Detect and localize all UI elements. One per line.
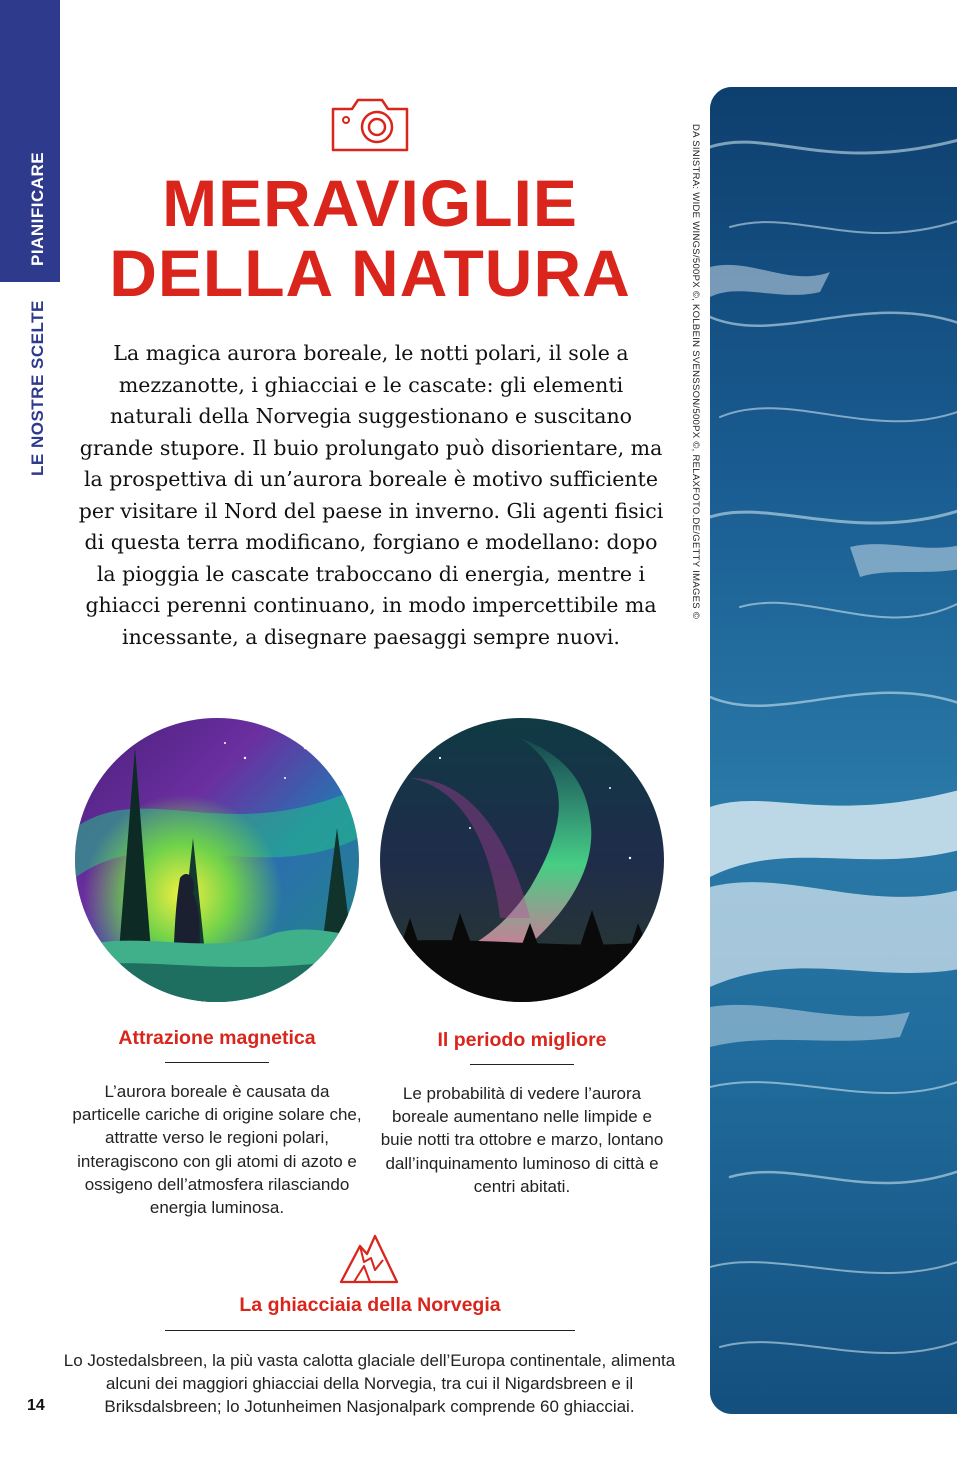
feature-heading-glacier: La ghiacciaia della Norvegia xyxy=(239,1294,501,1316)
intro-paragraph: La magica aurora boreale, le notti polari, il sole a mezzanotte, i ghiacciai e le cascate: gli elementi naturali della Norvegia suggestionano e suscitano grande stupore. Il buio prolungato può disorientare, ma la prospettiva di un’aurora boreale è motivo sufficiente per visitare il Nord del paese in inverno. Gli agenti fisici di questa terra modificano, forgiano e modellano: dopo la pioggia le cascate traboccano di energia, mentre i ghiacci perenni continuano, in modo impercettibile ma incessante, a disegnare paesaggi sempre nuovi. xyxy=(78,341,664,649)
aurora-sky-photo xyxy=(380,718,664,1002)
sidebar-section-label: PIANIFICARE xyxy=(28,151,47,266)
feature-text-magnetic: L’aurora boreale è causata da particelle cariche di origine solare che, attratte verso le regioni polari, interagiscono con gli atomi di azoto e ossigeno dell’atmosfera rilasciando energia luminosa. xyxy=(72,1082,362,1218)
glacier-icon xyxy=(338,1232,400,1286)
divider xyxy=(165,1062,269,1063)
feature-heading-best-period: Il periodo migliore xyxy=(437,1029,607,1051)
aurora-forest-photo xyxy=(75,718,359,1002)
sidebar-chapter-label: LE NOSTRE SCELTE xyxy=(28,300,47,476)
page-number: 14 xyxy=(27,1397,45,1414)
page-title-line2: DELLA NATURA xyxy=(109,236,631,310)
water-photo xyxy=(710,87,957,1414)
feature-text-best-period: Le probabilità di vedere l’aurora boreale aumentano nelle limpide e buie notti tra ottobre e marzo, lontano dall’inquinamento luminoso di città e centri abitati. xyxy=(380,1084,664,1196)
page-title xyxy=(60,168,680,308)
feature-text-glacier: Lo Jostedalsbreen, la più vasta calotta glaciale dell’Europa continentale, alimenta alcuni dei maggiori ghiacciai della Norvegia, tra cui il Nigardsbreen e il Briksdalsbreen; lo Jotunheimen Nasjonalpark comprende 60 ghiacciai. xyxy=(63,1351,676,1417)
photo-credit: DA SINISTRA: WIDE WINGS/500PX ©, KOLBEIN SVENSSON/500PX ©, RELAXFOTO.DE/GETTY IMAGES © xyxy=(690,124,701,620)
page-title-line1: MERAVIGLIE xyxy=(162,166,578,240)
divider xyxy=(470,1064,574,1065)
camera-icon xyxy=(330,95,410,153)
feature-heading-magnetic: Attrazione magnetica xyxy=(118,1027,316,1049)
divider xyxy=(165,1330,575,1331)
